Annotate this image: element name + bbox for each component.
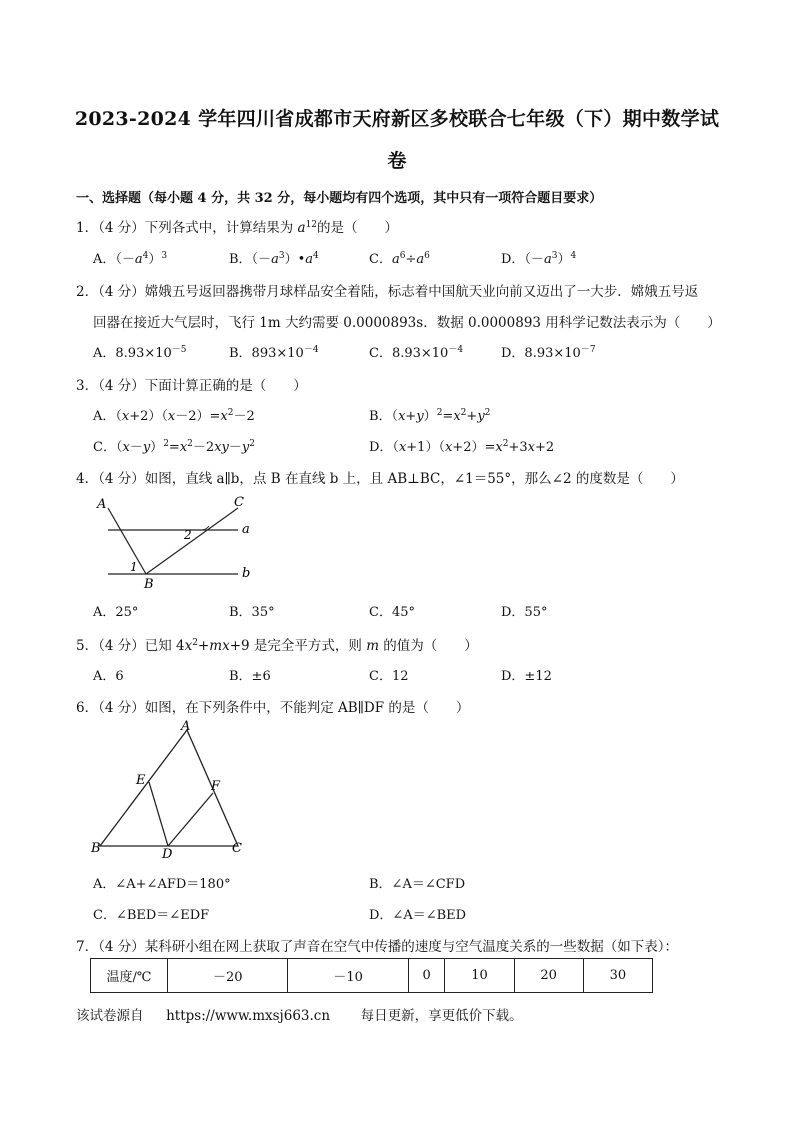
q5-option-d[interactable]: D．±12 [501, 669, 552, 684]
question-3-stem: 3．（4 分）下面计算正确的是（ ） [76, 378, 307, 394]
q4-option-d[interactable]: D．55° [501, 605, 548, 620]
label-a-point: A [97, 497, 107, 512]
segment-ed [149, 782, 168, 846]
q5-option-b[interactable]: B．±6 [229, 669, 271, 684]
q3-option-b[interactable]: B．$(x+y)^2=x^2+y^2$ [369, 408, 491, 424]
table-cell: －20 [168, 959, 288, 993]
q6-triangle-figure [90, 720, 250, 862]
table-cell: 0 [408, 959, 445, 993]
q5-option-c[interactable]: C．12 [369, 669, 409, 684]
q4-option-b[interactable]: B．35° [229, 605, 275, 620]
q2-option-c[interactable]: C．$8.93\times 10^{-4}$ [369, 345, 464, 361]
segment-df [168, 793, 213, 846]
q2-option-a[interactable]: A．$8.93\times 10^{-5}$ [93, 345, 187, 361]
q4-option-c[interactable]: C．45° [369, 605, 415, 620]
section-heading-choice: 一、选择题（每小题 4 分，共 32 分，每小题均有四个选项，其中只有一项符合题目要求） [76, 191, 603, 206]
q5-option-a[interactable]: A．6 [93, 669, 124, 684]
segment-ab [108, 508, 146, 574]
question-1-stem [76, 216, 398, 236]
q3-option-d[interactable]: D．$(x+1)(x+2)=x^2+3x+2$ [369, 439, 555, 455]
q1-stem-post: 的是（ ） [317, 220, 399, 236]
q4-option-a[interactable]: A．25° [93, 605, 139, 620]
table-header-cell: 温度/℃ [91, 959, 168, 993]
q1-option-c[interactable]: C．$a^6\div a^6$ [369, 251, 430, 267]
page-title-line1: 2023-2024 学年四川省成都市天府新区多校联合七年级（下）期中数学试 [74, 108, 720, 130]
question-7-stem: 7．（4 分）某科研小组在网上获取了声音在空气中传播的速度与空气温度关系的一些数据（如下表）： [76, 939, 678, 955]
label-c-point: C [234, 495, 244, 510]
temperature-table [90, 958, 653, 993]
page-title-line2: 卷 [387, 150, 407, 172]
q2-option-d[interactable]: D．$8.93\times 10^{-7}$ [501, 345, 596, 361]
q1-option-a[interactable]: A．$(-a^4)^3$ [93, 251, 168, 267]
table-cell: 10 [445, 959, 514, 993]
label-f-point: F [211, 779, 221, 794]
q6-option-c[interactable]: C．∠BED＝∠EDF [93, 908, 210, 923]
q1-option-b[interactable]: B．$(-a^3)•a^4$ [229, 251, 319, 267]
q1-option-d[interactable]: D．$(-a^3)^4$ [501, 251, 577, 267]
label-a-vertex: A [181, 720, 191, 734]
question-2-stem-line2: 回器在接近大气层时，飞行 1m 大约需要 0.0000893s．数据 0.0000893 用科学记数法表示为（ ） [93, 315, 721, 331]
label-e-point: E [136, 773, 146, 788]
table-cell: －10 [288, 959, 408, 993]
label-c-vertex: C [232, 841, 242, 856]
footer-source-label: 该试卷源自 [76, 1008, 144, 1024]
table-cell: 30 [583, 959, 652, 993]
q6-option-b[interactable]: B．∠A＝∠CFD [369, 877, 466, 892]
label-line-a: a [242, 522, 250, 537]
footer-source [76, 1004, 523, 1024]
label-line-b: b [242, 566, 251, 581]
label-d-point: D [162, 847, 173, 862]
q3-option-c[interactable]: C．$(x-y)^2=x^2-2xy-y^2$ [93, 439, 255, 455]
q1-stem-pre: 1．（4 分）下列各式中，计算结果为 [76, 220, 298, 236]
q4-parallel-lines-figure [92, 494, 262, 590]
q6-option-a[interactable]: A．∠A+∠AFD＝180° [93, 877, 231, 892]
label-b-vertex: B [91, 841, 101, 856]
footer-note: 每日更新，享更低价下载。 [360, 1008, 523, 1024]
footer-link[interactable]: https://www.mxsj663.cn [166, 1008, 331, 1024]
q6-option-d[interactable]: D．∠A＝∠BED [369, 908, 467, 923]
label-b-point: B [144, 577, 154, 590]
question-4-stem: 4．（4 分）如图，直线 a∥b，点 B 在直线 b 上，且 AB⊥BC，∠1＝55°，那么∠2 的度数是（ ） [76, 471, 684, 487]
label-angle-2: 2 [184, 528, 192, 542]
table-cell: 20 [514, 959, 583, 993]
q1-var-a: a [297, 220, 306, 236]
q2-option-b[interactable]: B．$893\times 10^{-4}$ [229, 345, 319, 361]
q3-option-a[interactable]: A．$(x+2)(x-2)=x^2-2$ [93, 408, 255, 424]
question-2-stem-line1: 2．（4 分）嫦娥五号返回器携带月球样品安全着陆，标志着中国航天业向前又迈出了一大步．嫦娥五号返 [76, 284, 699, 300]
question-6-stem: 6．（4 分）如图，在下列条件中，不能判定 AB∥DF 的是（ ） [76, 700, 470, 716]
q1-exponent: 12 [305, 220, 318, 230]
question-5-stem: 5．（4 分）已知 $4x^2+mx+9$ 是完全平方式，则 m 的值为（ ） [76, 638, 478, 654]
label-angle-1: 1 [130, 560, 138, 574]
segment-bc [146, 508, 238, 574]
table-row [91, 959, 653, 993]
